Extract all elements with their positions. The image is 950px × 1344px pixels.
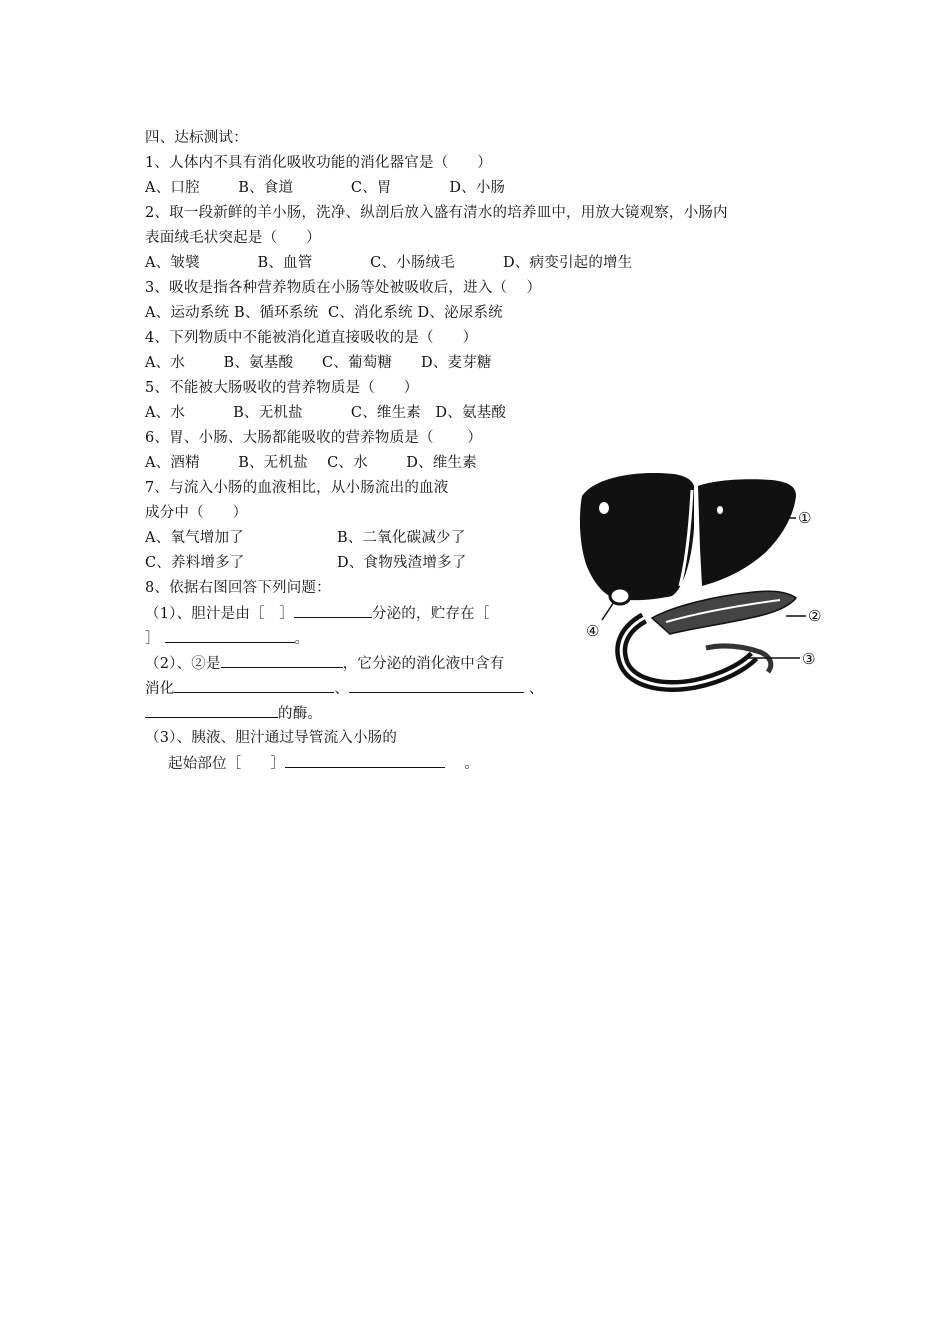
q2-options: A、皱襞 B、血管 C、小肠绒毛 D、病变引起的增生 (145, 255, 633, 271)
liver-right-lobe (698, 479, 796, 586)
q7-option-b: B、二氧化碳减少了 (337, 530, 466, 546)
q8-part1-text-b: 分泌的，贮存在［ (371, 606, 490, 622)
q8-part2-line2 (145, 678, 544, 699)
q5-options: A、水 B、无机盐 C、维生素 D、氨基酸 (145, 405, 507, 421)
q7-option-a: A、氧气增加了 (145, 530, 244, 546)
q3-stem: 3、吸收是指各种营养物质在小肠等处被吸收后，进入（ ） (145, 280, 542, 296)
q4-options: A、水 B、氨基酸 C、葡萄糖 D、麦芽糖 (145, 355, 492, 371)
figure-label-3: ③ (802, 650, 816, 668)
q8-part2-text-d: 、 (334, 681, 350, 697)
answer-blank[interactable] (349, 678, 524, 693)
q8-part3-line2 (168, 753, 479, 774)
q3-options: A、运动系统 B、循环系统 C、消化系统 D、泌尿系统 (145, 305, 503, 321)
q8-stem: 8、依据右图回答下列问题： (145, 580, 331, 596)
pancreas (652, 591, 796, 634)
q8-part2-text-c: 消化 (145, 681, 175, 697)
q8-part2-text-a: （2）、②是 (145, 656, 221, 672)
liver-left-lobe (580, 473, 694, 600)
q7-option-c: C、养料增多了 (145, 555, 245, 571)
figure-label-2: ② (808, 607, 822, 625)
section-heading: 四、达标测试： (145, 130, 248, 146)
answer-blank[interactable] (221, 653, 343, 668)
q8-part2-text-b: ，它分泌的消化液中含有 (342, 656, 505, 672)
answer-blank[interactable] (285, 753, 445, 768)
q2-stem-line1: 2、取一段新鲜的羊小肠，洗净、纵剖后放入盛有清水的培养皿中，用放大镜观察，小肠内 (145, 205, 728, 221)
figure-label-1: ① (798, 509, 812, 527)
q8-part1-text-d: 。 (294, 631, 310, 647)
answer-blank[interactable] (294, 603, 372, 618)
q7-option-d: D、食物残渣增多了 (337, 555, 467, 571)
answer-blank[interactable] (174, 678, 334, 693)
figure-label-4: ④ (586, 622, 600, 640)
q7-stem-line1: 7、与流入小肠的血液相比，从小肠流出的血液 (145, 480, 449, 496)
q1-options: A、口腔 B、食道 C、胃 D、小肠 (145, 180, 506, 196)
answer-blank[interactable] (165, 628, 295, 643)
q8-part3-line1: （3）、胰液、胆汁通过导管流入小肠的 (145, 730, 398, 746)
q5-stem: 5、不能被大肠吸收的营养物质是（ ） (145, 380, 419, 396)
q1-stem: 1、人体内不具有消化吸收功能的消化器官是（ ） (145, 155, 492, 171)
gallbladder (610, 588, 630, 604)
q8-part1-line1 (145, 603, 490, 624)
answer-blank[interactable] (145, 703, 278, 718)
q2-stem-line2: 表面绒毛状突起是（ ） (145, 230, 321, 246)
q6-options: A、酒精 B、无机盐 C、水 D、维生素 (145, 455, 477, 471)
q8-part3-text-b: 起始部位［ ］ (168, 756, 286, 772)
q8-part1-line2 (145, 628, 309, 649)
q8-part2-text-f: 的酶。 (278, 706, 323, 722)
q7-stem-line2: 成分中（ ） (145, 505, 248, 521)
q8-part3-text-c: 。 (464, 756, 480, 772)
q6-stem: 6、胃、小肠、大肠都能吸收的营养物质是（ ） (145, 430, 483, 446)
q8-part2-line3 (145, 703, 322, 724)
q4-stem: 4、下列物质中不能被消化道直接吸收的是（ ） (145, 330, 478, 346)
q8-part1-text-c: ］ (145, 631, 160, 647)
q8-part1-text-a: （1）、胆汁是由［ ］ (145, 606, 294, 622)
digestive-organs-figure (574, 468, 834, 698)
q8-part2-text-e: 、 (524, 681, 544, 697)
q8-part2-line1 (145, 653, 504, 674)
